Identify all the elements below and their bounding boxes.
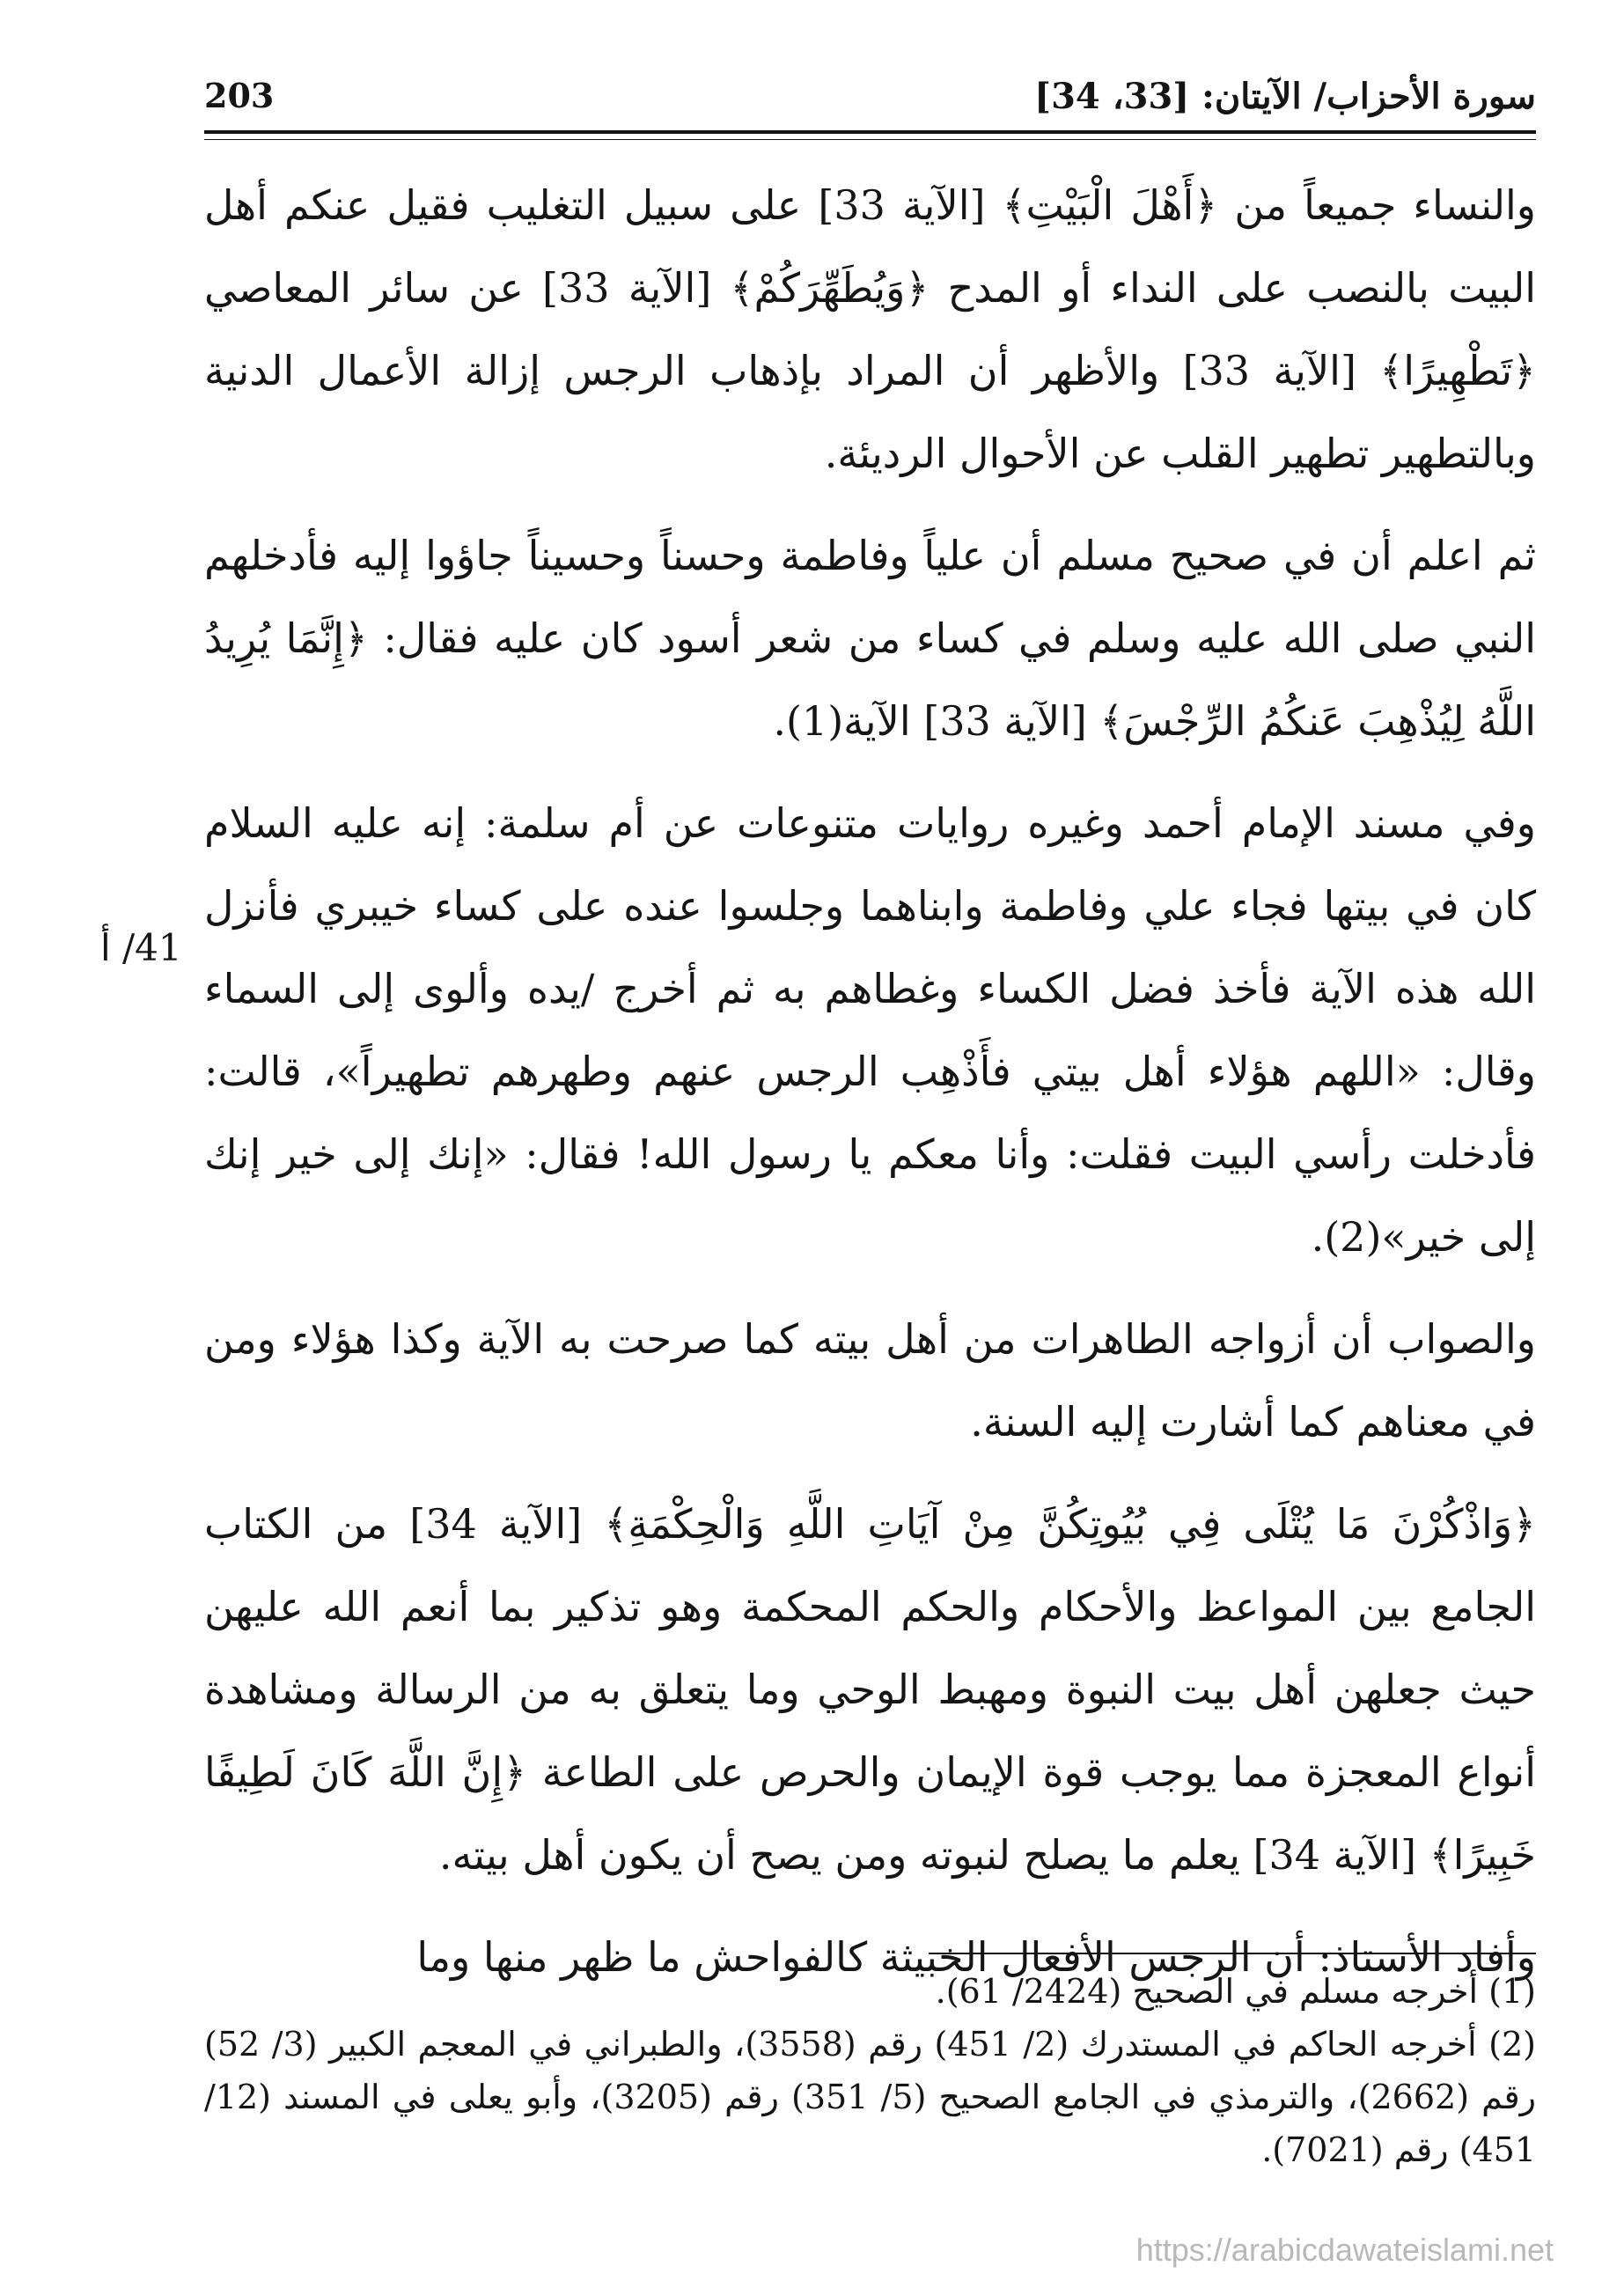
paragraph-4: والصواب أن أزواجه الطاهرات من أهل بيته كما صرحت به الآية وكذا هؤلاء ومن في معناهم كما أشارت إليه السنة. bbox=[204, 1315, 1536, 1446]
footnote-2: (2) أخرجه الحاكم في المستدرك (2/ 451) رقم (3558)، والطبراني في المعجم الكبير (3/ 52) رقم (2662)، والترمذي في الجامع الصحيح (5/ 351) رقم (3205)، وأبو يعلى في المسند (12/ 451) رقم (7021). bbox=[204, 2025, 1536, 2169]
running-title: سورة الأحزاب/ الآيتان: [33، 34] bbox=[1034, 76, 1536, 117]
footnote-separator bbox=[929, 1953, 1536, 1954]
body-text bbox=[204, 164, 1536, 1998]
paragraph-3: وفي مسند الإمام أحمد وغيره روايات متنوعات عن أم سلمة: إنه عليه السلام كان في بيتها فجاء علي وفاطمة وابناهما وجلسوا عنده على كساء خيبري فأنزل الله هذه الآية فأخذ فضل الكساء وغطاهم به ثم أخرج /يده وألوى إلى السماء وقال: «اللهم هؤلاء أهل بيتي فأَذْهِب الرجس عنهم وطهرهم تطهيراً»، قالت: فأدخلت رأسي البيت فقلت: وأنا معكم يا رسول الله! فقال: «إنك إلى خير إنك إلى خير»(2). bbox=[204, 799, 1536, 1261]
footnote-1: (1) أخرجه مسلم في الصحيح (2424/ 61). bbox=[935, 1972, 1536, 2011]
footnotes bbox=[204, 1965, 1536, 2176]
paragraph-6: وأفاد الأستاذ: أن الرجس الأفعال الخبيثة كالفواحش ما ظهر منها وما bbox=[416, 1933, 1536, 1981]
page-number: 203 bbox=[204, 76, 275, 115]
header-rule-thin bbox=[204, 139, 1536, 140]
paragraph-2: ثم اعلم أن في صحيح مسلم أن علياً وفاطمة وحسناً وحسيناً جاؤوا إليه فأدخلهم النبي صلى الله عليه وسلم في كساء من شعر أسود كان عليه فقال: ﴿إِنَّمَا يُرِيدُ اللَّهُ لِيُذْهِبَ عَنكُمُ الرِّجْسَ﴾ [الآية 33] الآية(1). bbox=[204, 532, 1536, 745]
page-header bbox=[204, 72, 1536, 130]
paragraph-5: ﴿وَاذْكُرْنَ مَا يُتْلَى فِي بُيُوتِكُنَّ مِنْ آيَاتِ اللَّهِ وَالْحِكْمَةِ﴾ [الآية 34] من الكتاب الجامع بين المواعظ والأحكام والحكم المحكمة وهو تذكير بما أنعم الله عليهن حيث جعلهن أهل بيت النبوة ومهبط الوحي وما يتعلق به من الرسالة ومشاهدة أنواع المعجزة مما يوجب قوة الإيمان والحرص على الطاعة ﴿إِنَّ اللَّهَ كَانَ لَطِيفًا خَبِيرًا﴾ [الآية 34] يعلم ما يصلح لنبوته ومن يصح أن يكون أهل بيته. bbox=[204, 1500, 1537, 1879]
watermark-url: https://arabicdawateislami.net bbox=[1135, 2232, 1554, 2268]
header-rule-thick bbox=[204, 130, 1536, 134]
paragraph-1: والنساء جميعاً من ﴿أَهْلَ الْبَيْتِ﴾ [الآية 33] على سبيل التغليب فقيل عنكم أهل البيت بالنصب على النداء أو المدح ﴿وَيُطَهِّرَكُمْ﴾ [الآية 33] عن سائر المعاصي ﴿تَطْهِيرًا﴾ [الآية 33] والأظهر أن المراد بإذهاب الرجس إزالة الأعمال الدنية وبالتطهير تطهير القلب عن الأحوال الرديئة. bbox=[204, 181, 1536, 477]
margin-folio-note: 41/ أ bbox=[100, 926, 182, 969]
